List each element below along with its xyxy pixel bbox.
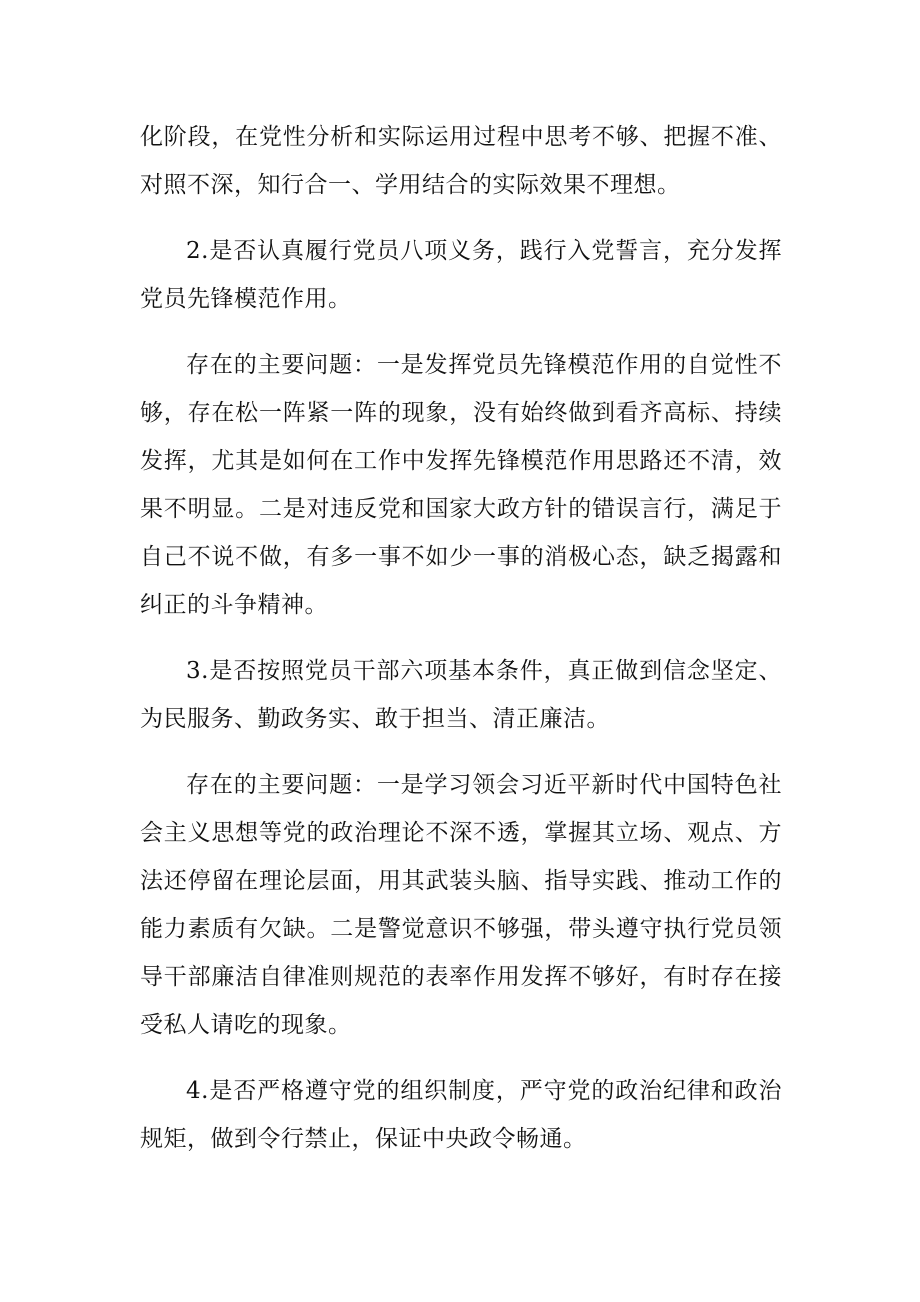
paragraph-item-2-heading: 2.是否认真履行党员八项义务，践行入党誓言，充分发挥党员先锋模范作用。	[140, 238, 782, 312]
paragraph-item-4-heading: 4.是否严格遵守党的组织制度，严守党的政治纪律和政治规矩，做到令行禁止，保证中央政令畅通。	[140, 1078, 782, 1152]
paragraph-item-3-heading: 3.是否按照党员干部六项基本条件，真正做到信念坚定、为民服务、勤政务实、敢于担当、清正廉洁。	[140, 658, 782, 732]
paragraph-item-3-problems: 存在的主要问题：一是学习领会习近平新时代中国特色社会主义思想等党的政治理论不深不透，掌握其立场、观点、方法还停留在理论层面，用其武装头脑、指导实践、推动工作的能力素质有欠缺。二是警觉意识不够强，带头遵守执行党员领导干部廉洁自律准则规范的表率作用发挥不够好，有时存在接受私人请吃的现象。	[140, 772, 782, 1038]
paragraph-continuation: 化阶段，在党性分析和实际运用过程中思考不够、把握不准、对照不深，知行合一、学用结合的实际效果不理想。	[140, 124, 782, 198]
paragraph-item-2-problems: 存在的主要问题：一是发挥党员先锋模范作用的自觉性不够，存在松一阵紧一阵的现象，没有始终做到看齐高标、持续发挥，尤其是如何在工作中发挥先锋模范作用思路还不清，效果不明显。二是对违反党和国家大政方针的错误言行，满足于自己不说不做，有多一事不如少一事的消极心态，缺乏揭露和纠正的斗争精神。	[140, 352, 782, 618]
document-body	[140, 113, 782, 1181]
